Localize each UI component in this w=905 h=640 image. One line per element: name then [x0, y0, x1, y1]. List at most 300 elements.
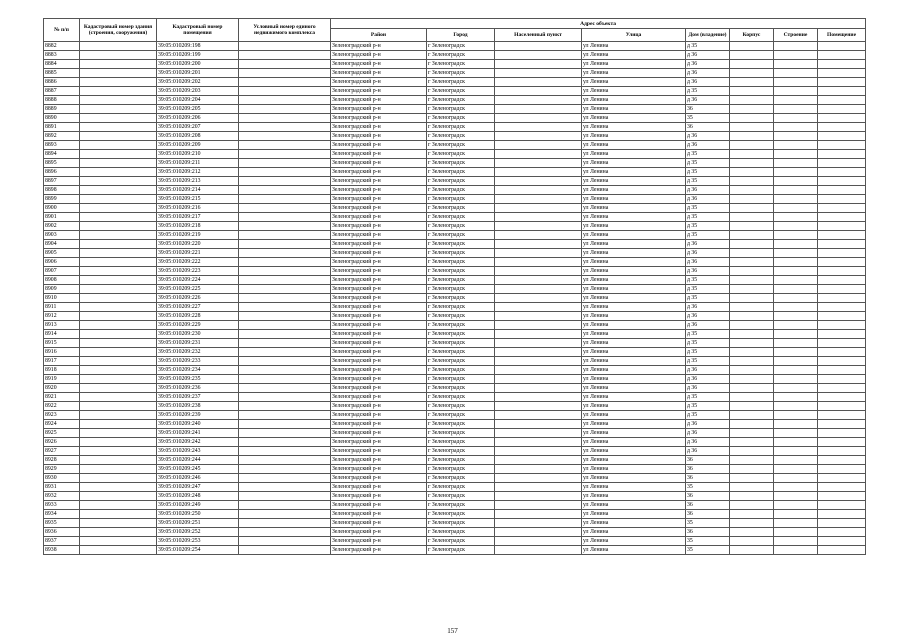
cell-building-cadastral [80, 60, 157, 69]
cell-settlement [495, 150, 582, 159]
cell-complex-number [239, 303, 331, 312]
cell-room-cadastral: 39:05:010209:254 [157, 546, 239, 555]
cell-stroenie [774, 456, 818, 465]
cell-house: 35 [686, 114, 730, 123]
cell-stroenie [774, 141, 818, 150]
cell-room-cadastral: 39:05:010209:218 [157, 222, 239, 231]
cell-stroenie [774, 87, 818, 96]
cell-room-cadastral: 39:05:010209:220 [157, 240, 239, 249]
cell-street: ул Ленина [582, 168, 686, 177]
cell-stroenie [774, 501, 818, 510]
cell-building-cadastral [80, 438, 157, 447]
cell-building-cadastral [80, 87, 157, 96]
cell-street: ул Ленина [582, 141, 686, 150]
cell-pomeschenie [818, 213, 866, 222]
cell-complex-number [239, 123, 331, 132]
cell-district: Зеленоградский р-н [331, 393, 427, 402]
cell-street: ул Ленина [582, 510, 686, 519]
cell-district: Зеленоградский р-н [331, 312, 427, 321]
cell-pomeschenie [818, 249, 866, 258]
cell-stroenie [774, 204, 818, 213]
cell-complex-number [239, 42, 331, 51]
cell-stroenie [774, 186, 818, 195]
cell-korpus [730, 447, 774, 456]
cell-stroenie [774, 105, 818, 114]
cell-settlement [495, 276, 582, 285]
table-row [44, 132, 866, 141]
cell-num: 8937 [44, 537, 80, 546]
cell-complex-number [239, 420, 331, 429]
cell-district: Зеленоградский р-н [331, 249, 427, 258]
cell-city: г Зеленоградск [427, 204, 495, 213]
cell-district: Зеленоградский р-н [331, 105, 427, 114]
cell-pomeschenie [818, 60, 866, 69]
cell-city: г Зеленоградск [427, 105, 495, 114]
cell-stroenie [774, 195, 818, 204]
cell-house: 36 [686, 465, 730, 474]
cell-complex-number [239, 114, 331, 123]
table-row [44, 366, 866, 375]
cell-street: ул Ленина [582, 321, 686, 330]
cell-settlement [495, 69, 582, 78]
cell-pomeschenie [818, 294, 866, 303]
cell-korpus [730, 366, 774, 375]
cell-building-cadastral [80, 78, 157, 87]
cell-building-cadastral [80, 330, 157, 339]
cell-complex-number [239, 96, 331, 105]
cell-district: Зеленоградский р-н [331, 348, 427, 357]
cell-pomeschenie [818, 465, 866, 474]
table-row [44, 303, 866, 312]
cell-street: ул Ленина [582, 528, 686, 537]
cell-city: г Зеленоградск [427, 258, 495, 267]
cell-district: Зеленоградский р-н [331, 384, 427, 393]
cell-city: г Зеленоградск [427, 375, 495, 384]
cell-building-cadastral [80, 474, 157, 483]
cell-complex-number [239, 501, 331, 510]
cell-district: Зеленоградский р-н [331, 339, 427, 348]
cell-district: Зеленоградский р-н [331, 186, 427, 195]
table-row [44, 510, 866, 519]
cell-room-cadastral: 39:05:010209:244 [157, 456, 239, 465]
header-district: Район [331, 29, 427, 42]
cell-street: ул Ленина [582, 375, 686, 384]
cell-house: д 36 [686, 258, 730, 267]
cell-stroenie [774, 240, 818, 249]
cell-settlement [495, 294, 582, 303]
cell-complex-number [239, 78, 331, 87]
cell-room-cadastral: 39:05:010209:249 [157, 501, 239, 510]
cell-building-cadastral [80, 96, 157, 105]
cell-settlement [495, 51, 582, 60]
cell-building-cadastral [80, 213, 157, 222]
table-row [44, 69, 866, 78]
cell-house: д 35 [686, 285, 730, 294]
cell-room-cadastral: 39:05:010209:225 [157, 285, 239, 294]
cell-complex-number [239, 231, 331, 240]
cell-street: ул Ленина [582, 348, 686, 357]
cell-district: Зеленоградский р-н [331, 474, 427, 483]
table-row [44, 96, 866, 105]
cell-street: ул Ленина [582, 177, 686, 186]
cell-pomeschenie [818, 177, 866, 186]
cell-house: д 35 [686, 276, 730, 285]
cell-korpus [730, 339, 774, 348]
cell-building-cadastral [80, 285, 157, 294]
table-row [44, 60, 866, 69]
table-row [44, 465, 866, 474]
cell-complex-number [239, 357, 331, 366]
cell-stroenie [774, 420, 818, 429]
cell-street: ул Ленина [582, 285, 686, 294]
cell-district: Зеленоградский р-н [331, 501, 427, 510]
cell-stroenie [774, 222, 818, 231]
cell-num: 8894 [44, 150, 80, 159]
cell-pomeschenie [818, 519, 866, 528]
cell-room-cadastral: 39:05:010209:203 [157, 87, 239, 96]
cell-pomeschenie [818, 78, 866, 87]
cell-settlement [495, 510, 582, 519]
cell-room-cadastral: 39:05:010209:250 [157, 510, 239, 519]
cell-district: Зеленоградский р-н [331, 267, 427, 276]
cell-city: г Зеленоградск [427, 330, 495, 339]
cell-district: Зеленоградский р-н [331, 123, 427, 132]
cell-city: г Зеленоградск [427, 465, 495, 474]
cell-street: ул Ленина [582, 123, 686, 132]
cell-pomeschenie [818, 537, 866, 546]
cell-building-cadastral [80, 42, 157, 51]
cell-pomeschenie [818, 312, 866, 321]
cell-korpus [730, 528, 774, 537]
cell-building-cadastral [80, 204, 157, 213]
cell-building-cadastral [80, 195, 157, 204]
cell-room-cadastral: 39:05:010209:213 [157, 177, 239, 186]
cell-korpus [730, 177, 774, 186]
cell-korpus [730, 438, 774, 447]
cell-korpus [730, 357, 774, 366]
cell-district: Зеленоградский р-н [331, 222, 427, 231]
cell-korpus [730, 267, 774, 276]
cell-room-cadastral: 39:05:010209:224 [157, 276, 239, 285]
cell-korpus [730, 546, 774, 555]
cell-room-cadastral: 39:05:010209:210 [157, 150, 239, 159]
cell-house: д 36 [686, 240, 730, 249]
table-row [44, 411, 866, 420]
cell-house: д 36 [686, 384, 730, 393]
cell-pomeschenie [818, 69, 866, 78]
cell-num: 8914 [44, 330, 80, 339]
cell-building-cadastral [80, 393, 157, 402]
cell-complex-number [239, 483, 331, 492]
cell-num: 8909 [44, 285, 80, 294]
cell-house: д 36 [686, 141, 730, 150]
cell-stroenie [774, 321, 818, 330]
cell-room-cadastral: 39:05:010209:235 [157, 375, 239, 384]
cell-korpus [730, 240, 774, 249]
cell-city: г Зеленоградск [427, 312, 495, 321]
cell-street: ул Ленина [582, 483, 686, 492]
cell-num: 8923 [44, 411, 80, 420]
cell-num: 8921 [44, 393, 80, 402]
cell-district: Зеленоградский р-н [331, 402, 427, 411]
cell-street: ул Ленина [582, 69, 686, 78]
cell-district: Зеленоградский р-н [331, 96, 427, 105]
cell-settlement [495, 348, 582, 357]
cell-complex-number [239, 375, 331, 384]
cell-num: 8938 [44, 546, 80, 555]
cell-stroenie [774, 348, 818, 357]
cell-settlement [495, 438, 582, 447]
cell-settlement [495, 366, 582, 375]
cell-settlement [495, 501, 582, 510]
cell-street: ул Ленина [582, 195, 686, 204]
cell-room-cadastral: 39:05:010209:245 [157, 465, 239, 474]
cell-korpus [730, 465, 774, 474]
cell-settlement [495, 42, 582, 51]
cell-num: 8892 [44, 132, 80, 141]
cell-settlement [495, 447, 582, 456]
cell-complex-number [239, 447, 331, 456]
cell-street: ул Ленина [582, 492, 686, 501]
cell-street: ул Ленина [582, 546, 686, 555]
cell-building-cadastral [80, 105, 157, 114]
cell-num: 8897 [44, 177, 80, 186]
cell-stroenie [774, 276, 818, 285]
cell-pomeschenie [818, 330, 866, 339]
cell-settlement [495, 105, 582, 114]
table-row [44, 51, 866, 60]
cell-house: д 36 [686, 447, 730, 456]
cell-complex-number [239, 69, 331, 78]
cell-room-cadastral: 39:05:010209:211 [157, 159, 239, 168]
cell-pomeschenie [818, 402, 866, 411]
cell-room-cadastral: 39:05:010209:206 [157, 114, 239, 123]
cell-city: г Зеленоградск [427, 78, 495, 87]
cell-building-cadastral [80, 510, 157, 519]
cell-complex-number [239, 393, 331, 402]
cell-pomeschenie [818, 240, 866, 249]
cell-pomeschenie [818, 321, 866, 330]
cell-pomeschenie [818, 303, 866, 312]
cell-room-cadastral: 39:05:010209:240 [157, 420, 239, 429]
cell-house: 36 [686, 474, 730, 483]
cell-city: г Зеленоградск [427, 357, 495, 366]
cell-city: г Зеленоградск [427, 528, 495, 537]
cell-street: ул Ленина [582, 114, 686, 123]
header-street: Улица [582, 29, 686, 42]
cell-settlement [495, 177, 582, 186]
cell-num: 8893 [44, 141, 80, 150]
cell-room-cadastral: 39:05:010209:241 [157, 429, 239, 438]
cell-house: д 36 [686, 303, 730, 312]
cell-stroenie [774, 402, 818, 411]
cell-city: г Зеленоградск [427, 510, 495, 519]
cell-building-cadastral [80, 69, 157, 78]
cell-building-cadastral [80, 375, 157, 384]
cell-street: ул Ленина [582, 303, 686, 312]
cell-complex-number [239, 159, 331, 168]
cell-pomeschenie [818, 483, 866, 492]
cell-building-cadastral [80, 294, 157, 303]
table-row [44, 168, 866, 177]
cell-complex-number [239, 474, 331, 483]
cell-street: ул Ленина [582, 438, 686, 447]
cell-num: 8891 [44, 123, 80, 132]
cell-street: ул Ленина [582, 456, 686, 465]
cell-street: ул Ленина [582, 186, 686, 195]
cell-room-cadastral: 39:05:010209:237 [157, 393, 239, 402]
cell-pomeschenie [818, 357, 866, 366]
cell-complex-number [239, 222, 331, 231]
cell-city: г Зеленоградск [427, 285, 495, 294]
cell-house: д 35 [686, 348, 730, 357]
cell-korpus [730, 78, 774, 87]
cell-korpus [730, 114, 774, 123]
cell-korpus [730, 195, 774, 204]
cell-korpus [730, 483, 774, 492]
cell-street: ул Ленина [582, 222, 686, 231]
cell-settlement [495, 357, 582, 366]
cell-pomeschenie [818, 447, 866, 456]
cell-pomeschenie [818, 546, 866, 555]
cell-room-cadastral: 39:05:010209:219 [157, 231, 239, 240]
cell-room-cadastral: 39:05:010209:252 [157, 528, 239, 537]
cell-num: 8907 [44, 267, 80, 276]
cell-korpus [730, 537, 774, 546]
cell-building-cadastral [80, 528, 157, 537]
cell-complex-number [239, 429, 331, 438]
cell-city: г Зеленоградск [427, 231, 495, 240]
cell-building-cadastral [80, 303, 157, 312]
cell-pomeschenie [818, 528, 866, 537]
cell-stroenie [774, 339, 818, 348]
cell-pomeschenie [818, 87, 866, 96]
table-row [44, 312, 866, 321]
cell-complex-number [239, 312, 331, 321]
cell-num: 8928 [44, 456, 80, 465]
cell-complex-number [239, 195, 331, 204]
cell-stroenie [774, 231, 818, 240]
cell-street: ул Ленина [582, 51, 686, 60]
cell-building-cadastral [80, 276, 157, 285]
cell-settlement [495, 258, 582, 267]
cell-building-cadastral [80, 447, 157, 456]
cell-korpus [730, 321, 774, 330]
cell-district: Зеленоградский р-н [331, 519, 427, 528]
cell-pomeschenie [818, 96, 866, 105]
cell-num: 8882 [44, 42, 80, 51]
cell-pomeschenie [818, 492, 866, 501]
cell-settlement [495, 141, 582, 150]
table-row [44, 474, 866, 483]
cell-city: г Зеленоградск [427, 87, 495, 96]
table-row [44, 258, 866, 267]
table-row [44, 42, 866, 51]
cell-stroenie [774, 438, 818, 447]
cell-pomeschenie [818, 267, 866, 276]
cell-district: Зеленоградский р-н [331, 411, 427, 420]
cell-korpus [730, 348, 774, 357]
cell-street: ул Ленина [582, 402, 686, 411]
cell-district: Зеленоградский р-н [331, 528, 427, 537]
table-row [44, 420, 866, 429]
cell-room-cadastral: 39:05:010209:247 [157, 483, 239, 492]
cell-stroenie [774, 393, 818, 402]
cell-korpus [730, 123, 774, 132]
cell-building-cadastral [80, 492, 157, 501]
cell-pomeschenie [818, 222, 866, 231]
cell-district: Зеленоградский р-н [331, 438, 427, 447]
cell-stroenie [774, 510, 818, 519]
cell-street: ул Ленина [582, 150, 686, 159]
table-row [44, 429, 866, 438]
cell-house: д 36 [686, 78, 730, 87]
cell-stroenie [774, 42, 818, 51]
header-stroenie: Строение [774, 29, 818, 42]
cell-complex-number [239, 528, 331, 537]
header-city: Город [427, 29, 495, 42]
cell-building-cadastral [80, 114, 157, 123]
cell-street: ул Ленина [582, 429, 686, 438]
cell-complex-number [239, 519, 331, 528]
cell-pomeschenie [818, 456, 866, 465]
cell-district: Зеленоградский р-н [331, 60, 427, 69]
cell-pomeschenie [818, 186, 866, 195]
cell-settlement [495, 132, 582, 141]
cell-korpus [730, 393, 774, 402]
table-row [44, 267, 866, 276]
table-row [44, 537, 866, 546]
table-row [44, 213, 866, 222]
cell-num: 8902 [44, 222, 80, 231]
cell-district: Зеленоградский р-н [331, 240, 427, 249]
cell-pomeschenie [818, 276, 866, 285]
cell-district: Зеленоградский р-н [331, 132, 427, 141]
cell-city: г Зеленоградск [427, 249, 495, 258]
cell-settlement [495, 393, 582, 402]
cell-korpus [730, 186, 774, 195]
cell-district: Зеленоградский р-н [331, 204, 427, 213]
header-korpus: Корпус [730, 29, 774, 42]
cell-korpus [730, 312, 774, 321]
table-row [44, 87, 866, 96]
cell-street: ул Ленина [582, 519, 686, 528]
cell-stroenie [774, 168, 818, 177]
cell-num: 8898 [44, 186, 80, 195]
cell-house: д 36 [686, 267, 730, 276]
cell-korpus [730, 222, 774, 231]
cell-stroenie [774, 546, 818, 555]
cell-room-cadastral: 39:05:010209:205 [157, 105, 239, 114]
cell-settlement [495, 537, 582, 546]
cell-house: 35 [686, 483, 730, 492]
cell-settlement [495, 123, 582, 132]
table-row [44, 123, 866, 132]
cell-street: ул Ленина [582, 501, 686, 510]
table-row [44, 546, 866, 555]
cell-korpus [730, 411, 774, 420]
cell-complex-number [239, 240, 331, 249]
header-settlement: Населенный пункт [495, 29, 582, 42]
cell-city: г Зеленоградск [427, 402, 495, 411]
cell-building-cadastral [80, 240, 157, 249]
cell-house: д 35 [686, 411, 730, 420]
cell-house: д 36 [686, 429, 730, 438]
cell-korpus [730, 69, 774, 78]
cell-street: ул Ленина [582, 213, 686, 222]
cell-street: ул Ленина [582, 294, 686, 303]
cell-num: 8895 [44, 159, 80, 168]
